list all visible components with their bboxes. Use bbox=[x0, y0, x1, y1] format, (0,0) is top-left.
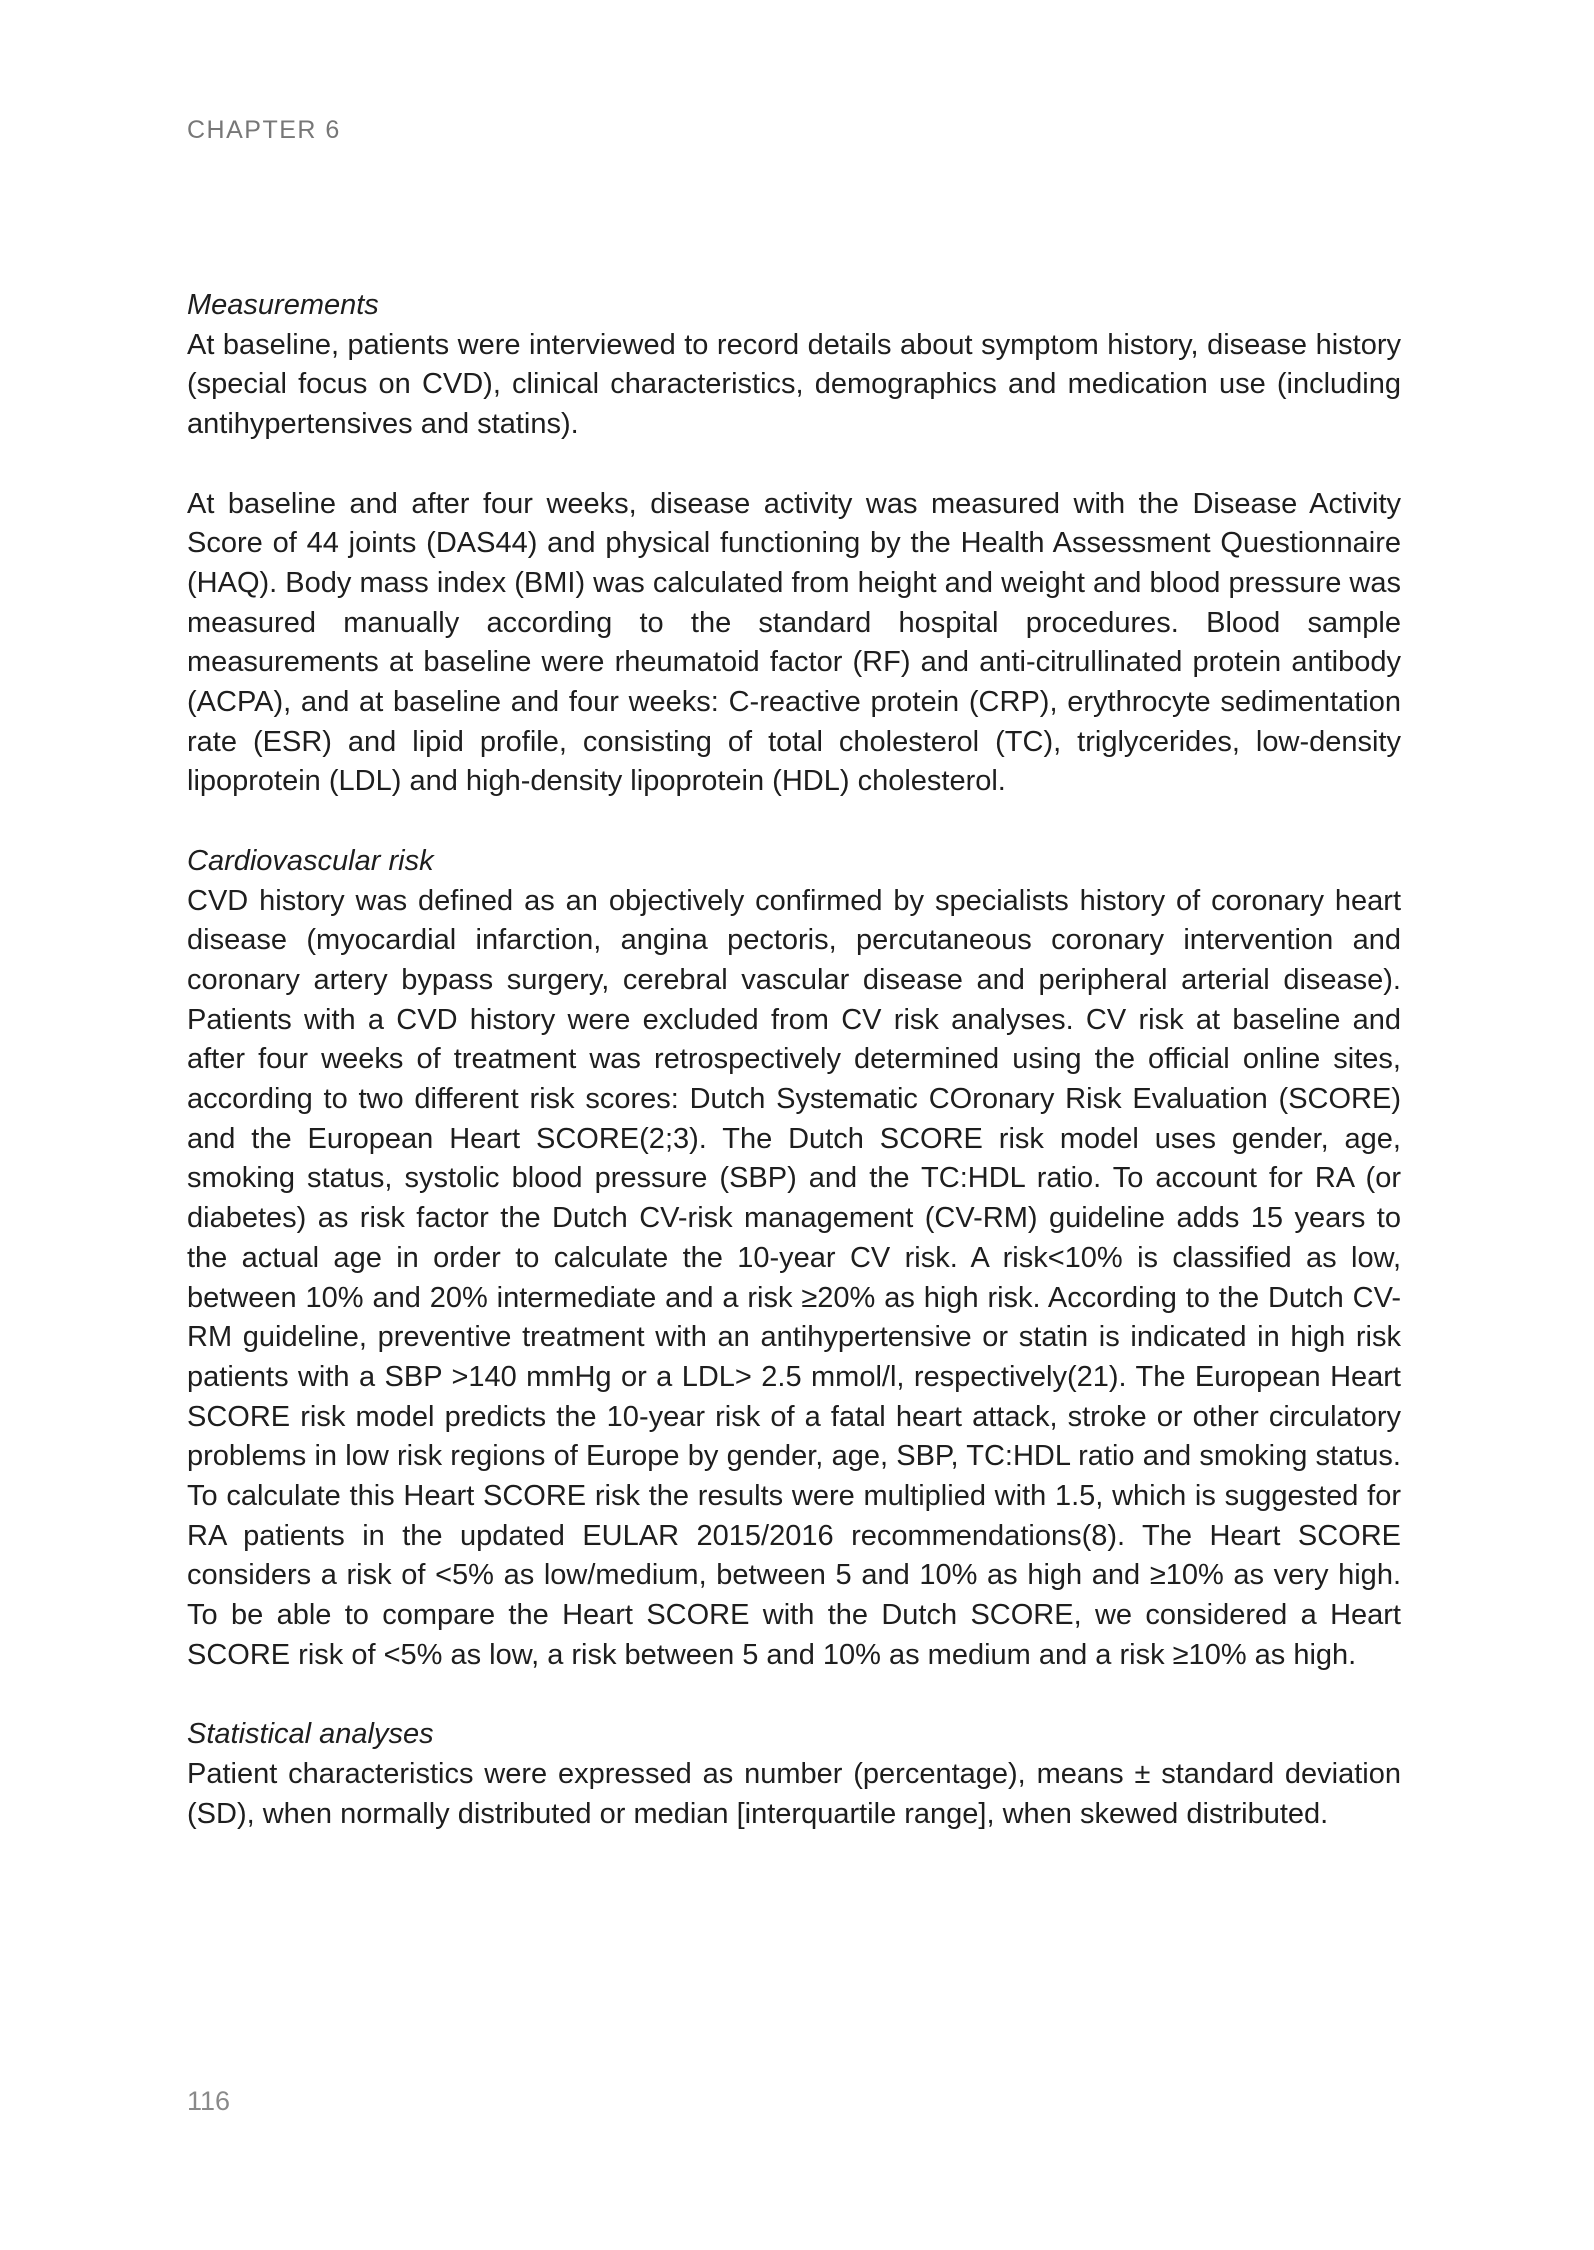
page-number: 116 bbox=[187, 2086, 231, 2116]
cardiovascular-risk-section bbox=[187, 842, 1401, 1676]
chapter-header: CHAPTER 6 bbox=[187, 116, 341, 144]
measurements-paragraph-1: At baseline, patients were interviewed to record details about symptom history, disease history (special focus on CVD), clinical characteristics, demographics and medication use (including antihypertensives and statins). bbox=[187, 328, 1401, 441]
body-text bbox=[187, 286, 1401, 1834]
cardiovascular-risk-heading: Cardiovascular risk bbox=[187, 844, 434, 877]
measurements-heading: Measurements bbox=[187, 289, 379, 321]
cardiovascular-risk-paragraph: CVD history was defined as an objectively confirmed by specialists history of coronary heart disease (myocardial infarction, angina pectoris, percutaneous coronary intervention and coronary artery bypass surgery, cerebral vascular disease and peripheral arterial disease). Patients with a CVD history were excluded from CV risk analyses. CV risk at baseline and after four weeks of treatment was retrospectively determined using the official online sites, according to two different risk scores: Dutch Systematic COronary Risk Evaluation (SCORE) and the European Heart SCORE(2;3). The Dutch SCORE risk model uses gender, age, smoking status, systolic blood pressure (SBP) and the TC:HDL ratio. To account for RA (or diabetes) as risk factor the Dutch CV-risk management (CV-RM) guideline adds 15 years to the actual age in order to calculate the 10-year CV risk. A risk<10% is classified as low, between 10% and 20% intermediate and a risk ≥20% as high risk. According to the Dutch CV-RM guideline, preventive treatment with an antihypertensive or statin is indicated in high risk patients with a SBP >140 mmHg or a LDL> 2.5 mmol/l, respectively(21). The European Heart SCORE risk model predicts the 10-year risk of a fatal heart attack, stroke or other circulatory problems in low risk regions of Europe by gender, age, SBP, TC:HDL ratio and smoking status. To calculate this Heart SCORE risk the results were multiplied with 1.5, which is suggested for RA patients in the updated EULAR 2015/2016 recommendations(8). The Heart SCORE considers a risk of <5% as low/medium, between 5 and 10% as high and ≥10% as very high. To be able to compare the Heart SCORE with the Dutch SCORE, we considered a Heart SCORE risk of <5% as low, a risk between 5 and 10% as medium and a risk ≥10% as high. bbox=[187, 884, 1401, 1671]
measurements-paragraph-2: At baseline and after four weeks, disease activity was measured with the Disease Activity Score of 44 joints (DAS44) and physical functioning by the Health Assessment Questionnaire (HAQ). Body mass index (BMI) was calculated from height and weight and blood pressure was measured manually according to the standard hospital procedures. Blood sample measurements at baseline were rheumatoid factor (RF) and anti-citrullinated protein antibody (ACPA), and at baseline and four weeks: C-reactive protein (CRP), erythrocyte sedimentation rate (ESR) and lipid profile, consisting of total cholesterol (TC), triglycerides, low-density lipoprotein (LDL) and high-density lipoprotein (HDL) cholesterol. bbox=[187, 487, 1401, 798]
statistical-analyses-section bbox=[187, 1715, 1401, 1834]
measurements-section-continued bbox=[187, 485, 1401, 803]
measurements-section bbox=[187, 286, 1401, 445]
statistical-analyses-heading: Statistical analyses bbox=[187, 1718, 434, 1751]
statistical-analyses-paragraph: Patient characteristics were expressed as number (percentage), means ± standard deviation (SD), when normally distributed or median [interquartile range], when skewed distributed. bbox=[187, 1757, 1401, 1830]
